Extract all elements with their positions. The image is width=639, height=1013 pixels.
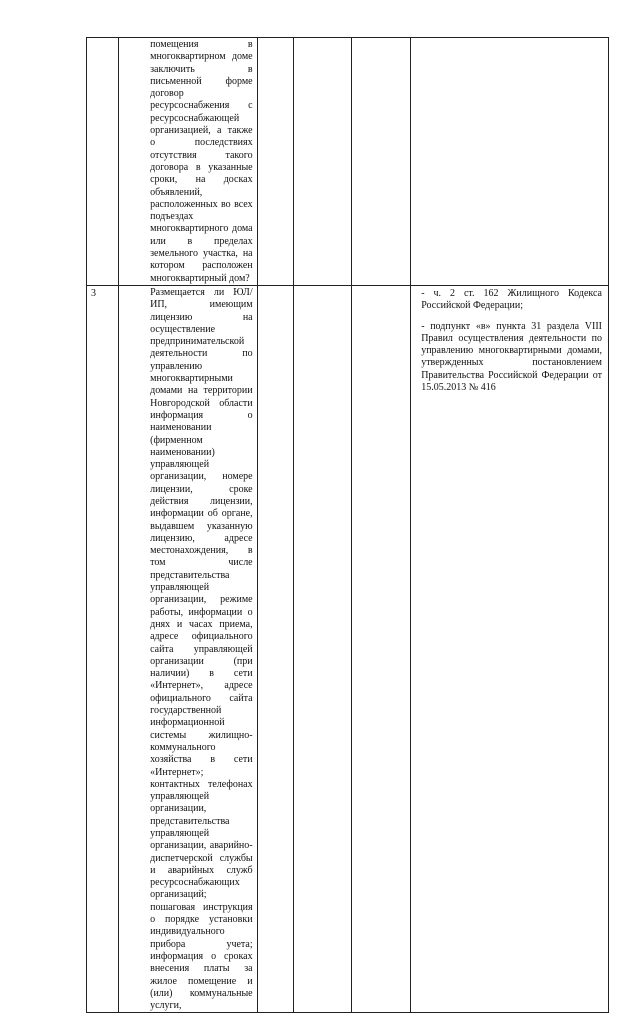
question-text: помещения в многоквартирном доме заключить в письменной форме договор ресурсоснабжения с ресурсоснабжающей организацией, а также о последствиях отсутствия такого договора в указанные сроки, на досках объявлений, расположенных во всех подъездах многоквартирного дома или в пределах земельного участка, на котором расположен многоквартирный дом? [150,39,253,284]
empty-cell [257,285,293,1013]
row-number: 3 [87,285,119,1013]
empty-cell [257,38,293,286]
empty-cell [351,38,410,286]
legal-reference: - подпункт «в» пункта 31 раздела VIII Правил осуществления деятельности по управлению многоквартирными домами, утвержденных постановлением Правительства Российской Федерации от 15.05.2013 № 416 [421,320,602,394]
empty-cell [293,285,351,1013]
legal-reference: - ч. 2 ст. 162 Жилищного Кодекса Российской Федерации; [421,287,602,312]
empty-cell [351,285,410,1013]
checklist-table [86,37,609,1013]
empty-cell [293,38,351,286]
reference-cell [411,38,609,286]
table-row [87,285,609,1013]
row-number [87,38,119,286]
reference-cell [411,285,609,1013]
table-row [87,38,609,286]
question-text: Размещается ли ЮЛ/ИП, имеющим лицензию на осуществление предпринимательской деятельности по управлению многоквартирными домами на территории Новгородской области информация о наименовании (фирменном наименовании) управляющей организации, номере лицензии, сроке действия лицензии, информации об органе, выдавшем указанную лицензию, адресе местонахождения, в том числе представительства управляющей организации, режиме работы, информации о днях и часах приема, адресе официального сайта управляющей организации (при наличии) в сети «Интернет», адресе официального сайта государственной информационной системы жилищно-коммунального хозяйства в сети «Интернет»; контактных телефонах управляющей организации, представительства управляющей организации, аварийно-диспетчерской службы и аварийных служб ресурсоснабжающих организаций; пошаговая инструкция о порядке установки индивидуального прибора учета; информация о сроках внесения платы за жилое помещение и (или) коммунальные услуги, [150,286,253,1012]
